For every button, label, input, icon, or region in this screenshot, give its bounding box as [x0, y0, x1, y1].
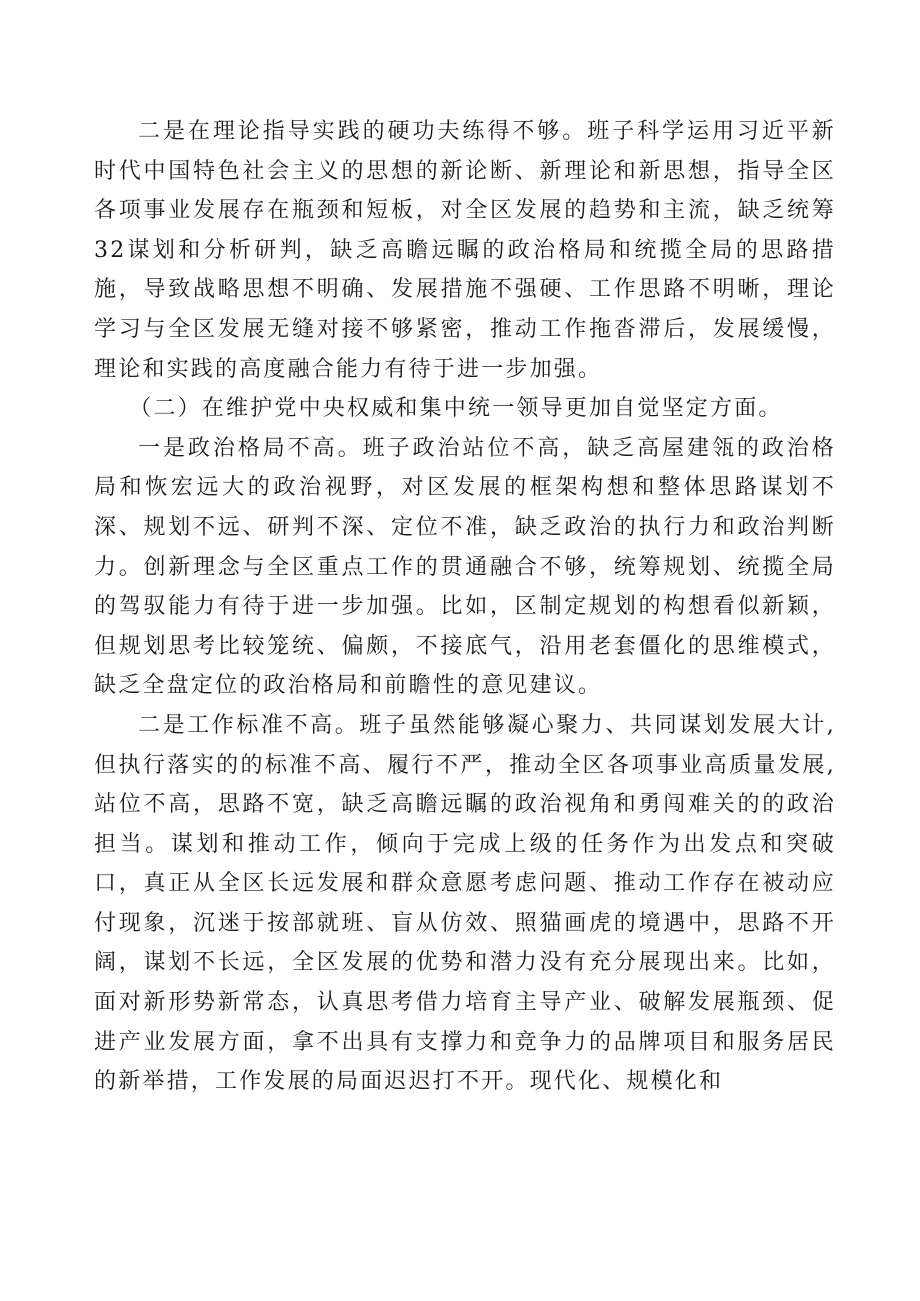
paragraph-political-pattern: 一是政治格局不高。班子政治站位不高，缺乏高屋建瓴的政治格局和恢宏远大的政治视野，对区发展的框架构想和整体思路谋划不深、规划不远、研判不深、定位不准，缺乏政治的执行力和政治判断力。创新理念与全区重点工作的贯通融合不够，统筹规划、统揽全局的驾驭能力有待于进一步加强。比如，区制定规划的构想看似新颖，但规划思考比较笼统、偏颇，不接底气，沿用老套僵化的思维模式，缺乏全盘定位的政治格局和前瞻性的意见建议。	[94, 435, 836, 699]
document-body	[94, 112, 836, 1102]
paragraph-work-standard: 二是工作标准不高。班子虽然能够凝心聚力、共同谋划发展大计,但执行落实的的标准不高、履行不严，推动全区各项事业高质量发展,站位不高，思路不宽，缺乏高瞻远瞩的政治视角和勇闯难关的的政治担当。谋划和推动工作，倾向于完成上级的任务作为出发点和突破口，真正从全区长远发展和群众意愿考虑问题、推动工作存在被动应付现象，沉迷于按部就班、盲从仿效、照猫画虎的境遇中，思路不开阔，谋划不长远，全区发展的优势和潜力没有充分展现出来。比如，面对新形势新常态，认真思考借力培育主导产业、破解发展瓶颈、促进产业发展方面，拿不出具有支撑力和竞争力的品牌项目和服务居民的新举措，工作发展的局面迟迟打不开。现代化、规模化和	[94, 712, 836, 1095]
section-heading-2: （二）在维护党中央权威和集中统一领导更加自觉坚定方面。	[129, 396, 783, 422]
paragraph-theory-practice: 二是在理论指导实践的硬功夫练得不够。班子科学运用习近平新时代中国特色社会主义的思想的新论断、新理论和新思想，指导全区各项事业发展存在瓶颈和短板，对全区发展的趋势和主流，缺乏统筹32谋划和分析研判，缺乏高瞻远瞩的政治格局和统揽全局的思路措施，导致战略思想不明确、发展措施不强硬、工作思路不明晰，理论学习与全区发展无缝对接不够紧密，推动工作拖沓滞后，发展缓慢，理论和实践的高度融合能力有待于进一步加强。	[94, 119, 836, 382]
